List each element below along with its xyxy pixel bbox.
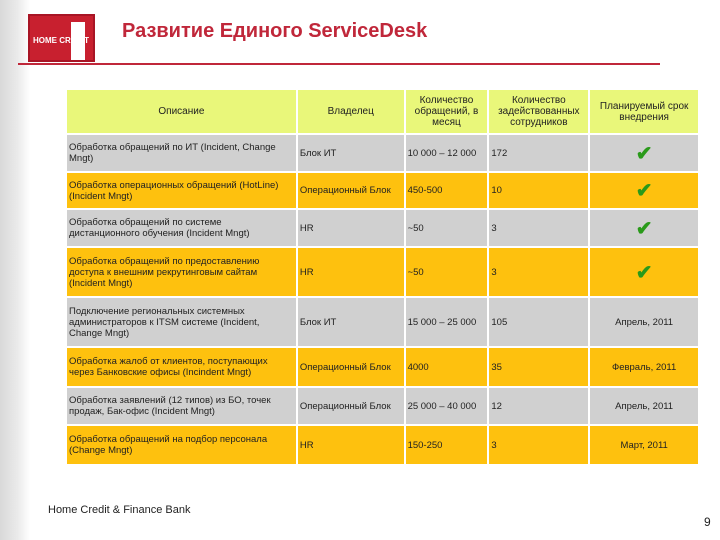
header-deadline: Планируемый срок внедрения xyxy=(589,89,699,134)
description-cell: Обработка обращений по ИТ (Incident, Change Mngt) xyxy=(66,134,297,172)
owner-cell: Блок ИТ xyxy=(297,134,405,172)
page-number: 9 xyxy=(704,515,711,529)
description-cell: Обработка обращений по предоставлению доступа к внешним рекрутинговым сайтам (Incident Mngt) xyxy=(66,247,297,297)
description-cell: Обработка обращений на подбор персонала (Change Mngt) xyxy=(66,425,297,465)
header-staff: Количество задействованных сотрудников xyxy=(488,89,589,134)
staff-cell: 10 xyxy=(488,172,589,209)
requests-cell: 15 000 – 25 000 xyxy=(405,297,489,347)
table-row xyxy=(66,209,699,247)
deadline-cell: Апрель, 2011 xyxy=(589,297,699,347)
home-credit-logo xyxy=(28,14,95,62)
staff-cell: 12 xyxy=(488,387,589,425)
requests-cell: 4000 xyxy=(405,347,489,387)
staff-cell: 3 xyxy=(488,247,589,297)
checkmark-icon: ✔ xyxy=(635,217,653,240)
deadline-cell xyxy=(589,247,699,297)
owner-cell: Операционный Блок xyxy=(297,172,405,209)
description-cell: Обработка жалоб от клиентов, поступающих через Банковские офисы (Incindent Mngt) xyxy=(66,347,297,387)
staff-cell: 35 xyxy=(488,347,589,387)
staff-cell: 3 xyxy=(488,209,589,247)
description-cell: Обработка обращений по системе дистанционного обучения (Incident Mngt) xyxy=(66,209,297,247)
checkmark-icon: ✔ xyxy=(635,261,653,284)
staff-cell: 172 xyxy=(488,134,589,172)
staff-cell: 3 xyxy=(488,425,589,465)
table-row xyxy=(66,425,699,465)
logo-text: HOME CREDIT xyxy=(33,36,89,45)
requests-cell: ~50 xyxy=(405,209,489,247)
requests-cell: ~50 xyxy=(405,247,489,297)
table-row xyxy=(66,247,699,297)
servicedesk-table xyxy=(65,88,700,466)
table-row xyxy=(66,387,699,425)
footer-bank-name: Home Credit & Finance Bank xyxy=(48,504,191,516)
description-cell: Обработка заявлений (12 типов) из БО, точек продаж, Бак-офис (Incident Mngt) xyxy=(66,387,297,425)
owner-cell: Блок ИТ xyxy=(297,297,405,347)
deadline-cell: Апрель, 2011 xyxy=(589,387,699,425)
owner-cell: HR xyxy=(297,425,405,465)
requests-cell: 450-500 xyxy=(405,172,489,209)
decorative-map xyxy=(0,0,30,540)
owner-cell: HR xyxy=(297,247,405,297)
deadline-cell xyxy=(589,209,699,247)
description-cell: Обработка операционных обращений (HotLine) (Incident Mngt) xyxy=(66,172,297,209)
description-cell: Подключение региональных системных администраторов к ITSM системе (Incident, Change Mngt) xyxy=(66,297,297,347)
deadline-cell: Февраль, 2011 xyxy=(589,347,699,387)
staff-cell: 105 xyxy=(488,297,589,347)
table-row xyxy=(66,134,699,172)
title-divider xyxy=(18,63,660,65)
page-title: Развитие Единого ServiceDesk xyxy=(122,20,428,42)
table-row xyxy=(66,347,699,387)
owner-cell: HR xyxy=(297,209,405,247)
deadline-cell: Март, 2011 xyxy=(589,425,699,465)
table-row xyxy=(66,172,699,209)
header-description: Описание xyxy=(66,89,297,134)
requests-cell: 25 000 – 40 000 xyxy=(405,387,489,425)
requests-cell: 150-250 xyxy=(405,425,489,465)
deadline-cell xyxy=(589,134,699,172)
table-row xyxy=(66,297,699,347)
owner-cell: Операционный Блок xyxy=(297,387,405,425)
requests-cell: 10 000 – 12 000 xyxy=(405,134,489,172)
deadline-cell xyxy=(589,172,699,209)
table-header xyxy=(66,89,699,134)
owner-cell: Операционный Блок xyxy=(297,347,405,387)
checkmark-icon: ✔ xyxy=(635,142,653,165)
header-requests: Количество обращений, в месяц xyxy=(405,89,489,134)
checkmark-icon: ✔ xyxy=(635,180,653,202)
header-owner: Владелец xyxy=(297,89,405,134)
